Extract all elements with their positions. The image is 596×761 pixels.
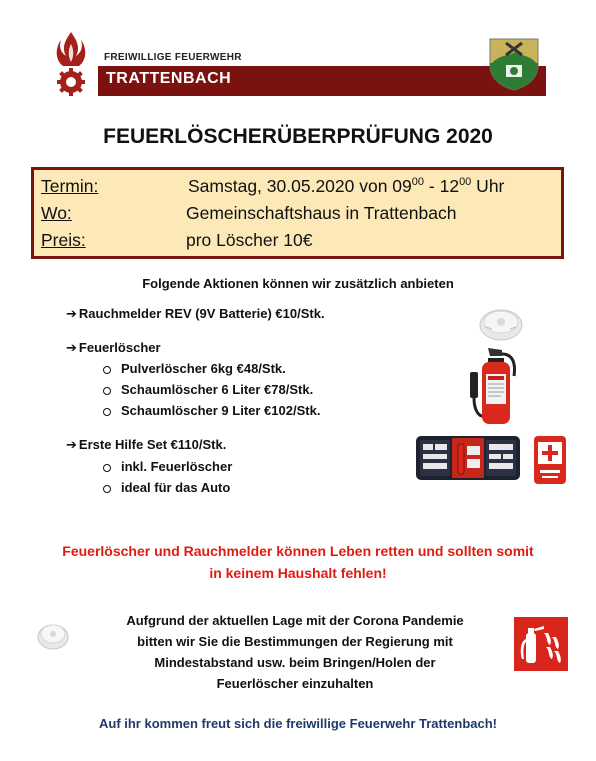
termin-value: Samstag, 30.05.2020 von $09^{00} - 12^{00}$ Uhr <box>188 176 505 196</box>
first-aid-pouch-image <box>532 432 568 486</box>
arrow-right-icon: ➔ <box>66 340 77 355</box>
circle-bullet-icon <box>103 366 111 374</box>
offer-item: ➔ Feuerlöscher <box>66 340 161 355</box>
preis-value: pro Löscher 10€ <box>186 230 313 250</box>
arrow-right-icon: ➔ <box>66 437 77 452</box>
arrow-right-icon: ➔ <box>66 306 77 321</box>
page-title: FEUERLÖSCHERÜBERPRÜFUNG 2020 <box>103 125 493 148</box>
header-bar <box>98 66 546 96</box>
fire-extinguisher-image <box>468 346 526 426</box>
org-name-line1: FREIWILLIGE FEUERWEHR <box>104 52 242 63</box>
offer-item: ➔ Rauchmelder REV (9V Batterie) €10/Stk. <box>66 306 325 321</box>
wo-row <box>41 203 456 224</box>
org-name-line2: TRATTENBACH <box>106 70 232 87</box>
offer-subitem: inkl. Feuerlöscher <box>103 459 232 474</box>
circle-bullet-icon <box>103 464 111 472</box>
preis-row <box>41 230 312 251</box>
offer-subitem: ideal für das Auto <box>103 480 230 495</box>
offers-heading: Folgende Aktionen können wir zusätzlich anbieten <box>142 276 454 291</box>
wo-label: Wo: <box>41 203 72 223</box>
info-box <box>31 167 564 259</box>
wo-value: Gemeinschaftshaus in Trattenbach <box>186 203 457 223</box>
termin-row <box>41 176 504 197</box>
circle-bullet-icon <box>103 485 111 493</box>
circle-bullet-icon <box>103 408 111 416</box>
preis-label: Preis: <box>41 230 86 250</box>
termin-label: Termin: <box>41 176 99 196</box>
municipal-crest <box>486 35 542 91</box>
offer-subitem: Schaumlöscher 6 Liter €78/Stk. <box>103 382 313 397</box>
warning-text: Feuerlöscher und Rauchmelder können Leben retten und sollten somit in keinem Haushalt fehlen! <box>62 543 534 581</box>
fire-brigade-logo <box>54 30 88 96</box>
fire-extinguisher-sign-icon <box>514 617 568 671</box>
offer-item: ➔ Erste Hilfe Set €110/Stk. <box>66 437 227 452</box>
first-aid-kit-image <box>414 432 522 484</box>
corona-notice: Aufgrund der aktuellen Lage mit der Corona Pandemie bitten wir Sie die Bestimmungen der Regierung mit Mindestabstand usw. beim Bringen/Holen der Feuerlöscher einzuhalten <box>126 613 464 691</box>
closing-text: Auf ihr kommen freut sich die freiwillige Feuerwehr Trattenbach! <box>98 716 498 731</box>
offer-subitem: Schaumlöscher 9 Liter €102/Stk. <box>103 403 320 418</box>
offer-subitem: Pulverlöscher 6kg €48/Stk. <box>103 361 286 376</box>
smoke-detector-image <box>478 303 524 343</box>
smoke-detector-image <box>36 617 70 653</box>
circle-bullet-icon <box>103 387 111 395</box>
